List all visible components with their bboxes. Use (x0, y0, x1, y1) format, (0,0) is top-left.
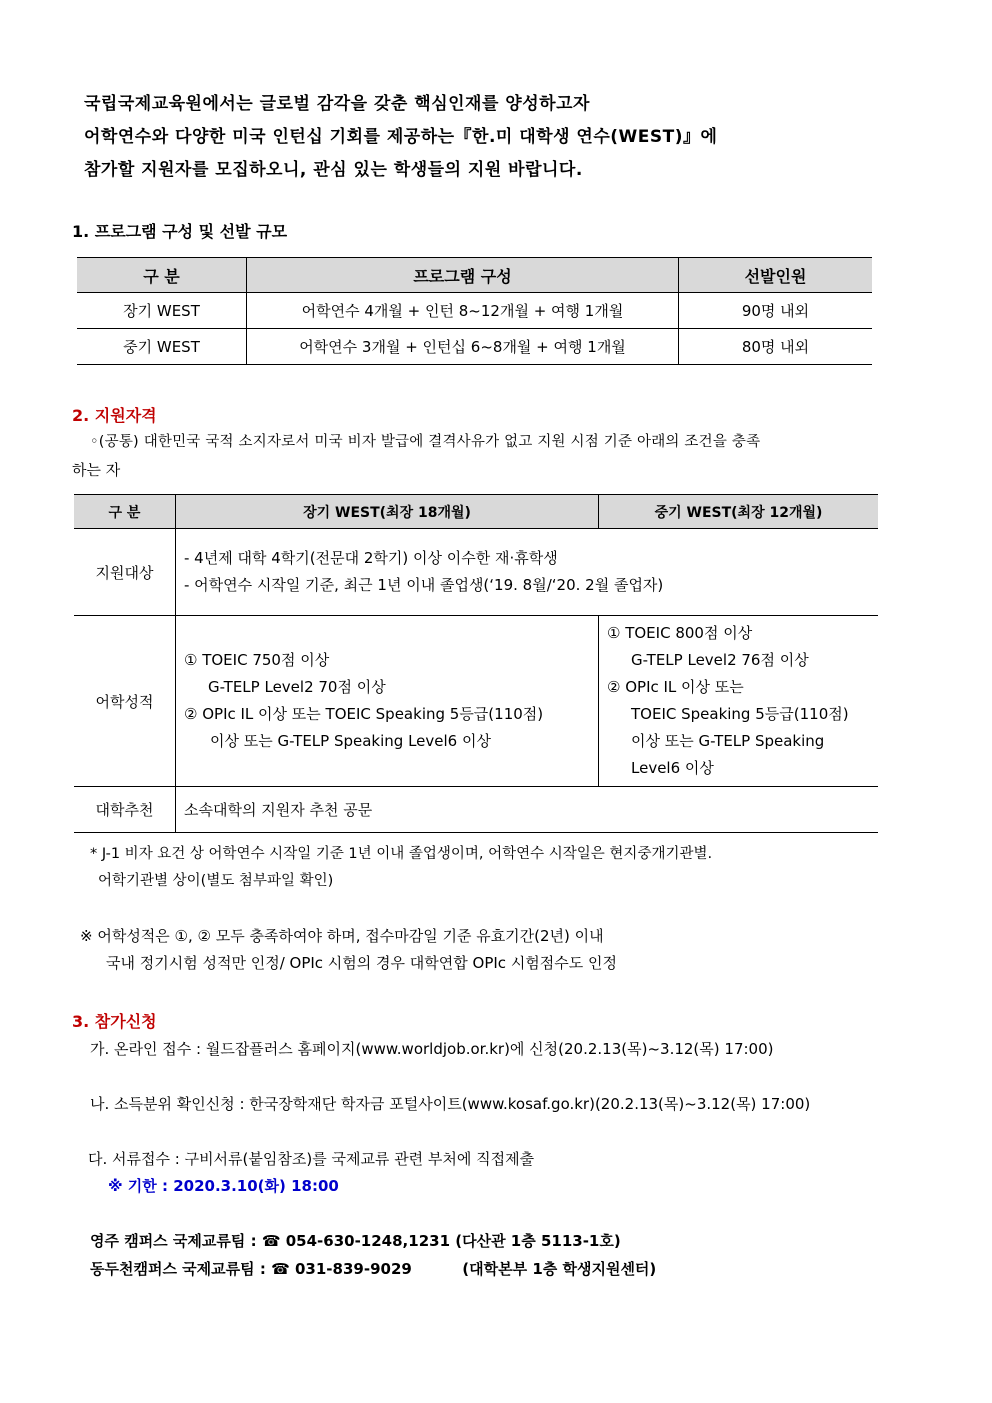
row-label: 대학추천 (74, 787, 176, 833)
table-cell: 어학연수 4개월 + 인턴 8~12개월 + 여행 1개월 (247, 293, 679, 329)
table-cell: 중기 WEST (77, 329, 247, 365)
table-row (77, 293, 872, 329)
contact-phone: 054-630-1248,1231 (285, 1232, 451, 1250)
table-row (74, 529, 878, 616)
table-cell: 80명 내외 (679, 329, 873, 365)
section2-title: 2. 지원자격 (72, 406, 157, 425)
note-score: ※ 어학성적은 ①, ② 모두 충족하여야 하며, 접수마감일 기준 유효기간(2년) 이내 (80, 927, 604, 945)
phone-icon: ☎ (271, 1260, 290, 1278)
lang-req: ② OPIc IL 이상 또는 TOEIC Speaking 5등급(110점) (184, 705, 544, 723)
apply-item-online: 가. 온라인 접수 : 월드잡플러스 홈페이지(www.worldjob.or.kr)에 신청(20.2.13(목)~3.12(목) 17:00) (90, 1040, 774, 1058)
contact-dongducheon (90, 1256, 656, 1283)
row-label: 지원대상 (74, 529, 176, 616)
lang-req: 이상 또는 G-TELP Speaking (631, 732, 825, 750)
section1-title: 1. 프로그램 구성 및 선발 규모 (72, 222, 288, 241)
row-label: 어학성적 (74, 616, 176, 787)
table-cell: 장기 WEST (77, 293, 247, 329)
lang-req: ① TOEIC 800점 이상 (607, 624, 753, 642)
note-visa: * J-1 비자 요건 상 어학연수 시작일 기준 1년 이내 졸업생이며, 어학연수 시작일은 현지중개기관별. (90, 846, 713, 862)
target-line: - 어학연수 시작일 기준, 최근 1년 이내 졸업생(‘19. 8월/‘20. 2월 졸업자) (184, 576, 664, 594)
eligibility-table (74, 494, 878, 833)
table-header: 프로그램 구성 (247, 258, 679, 293)
eligibility-desc: ◦(공통) 대한민국 국적 소지자로서 미국 비자 발급에 결격사유가 없고 지원 시점 기준 아래의 조건을 충족 (90, 434, 761, 450)
lang-req: Level6 이상 (631, 759, 714, 777)
note-score-cont: 국내 정기시험 성적만 인정/ OPIc 시험의 경우 대학연합 OPIc 시험점수도 인정 (106, 954, 618, 972)
lang-req: G-TELP Level2 76점 이상 (631, 651, 809, 669)
table-cell: 소속대학의 지원자 추천 공문 (176, 787, 879, 833)
contact-location: (대학본부 1층 학생지원센터) (462, 1260, 657, 1278)
table-header: 구 분 (74, 495, 176, 529)
table-header: 선발인원 (679, 258, 873, 293)
table-header: 장기 WEST(최장 18개월) (176, 495, 599, 529)
contact-label: 영주 캠퍼스 국제교류팀 : (90, 1232, 257, 1250)
lang-req: ① TOEIC 750점 이상 (184, 651, 330, 669)
table-row (77, 329, 872, 365)
contact-phone: 031-839-9029 (295, 1260, 412, 1278)
deadline: ※ 기한 : 2020.3.10(화) 18:00 (108, 1177, 339, 1195)
contact-label: 동두천캠퍼스 국제교류팀 : (90, 1260, 266, 1278)
table-row (74, 787, 878, 833)
phone-icon: ☎ (261, 1232, 281, 1250)
table-header: 중기 WEST(최장 12개월) (599, 495, 879, 529)
intro-line: 참가할 지원자를 모집하오니, 관심 있는 학생들의 지원 바랍니다. (84, 160, 583, 180)
contact-location: (다산관 1층 5113-1호) (455, 1232, 621, 1250)
lang-req: G-TELP Level2 70점 이상 (208, 678, 386, 696)
table-cell: 90명 내외 (679, 293, 873, 329)
note-visa-cont: 어학기관별 상이(별도 첨부파일 확인) (98, 873, 334, 889)
intro-line: 어학연수와 다양한 미국 인턴십 기회를 제공하는『한.미 대학생 연수(WEST)』에 (84, 127, 718, 147)
table-header: 구 분 (77, 258, 247, 293)
intro-line: 국립국제교육원에서는 글로벌 감각을 갖춘 핵심인재를 양성하고자 (84, 94, 590, 114)
intro-paragraph (84, 88, 717, 187)
lang-req: 이상 또는 G-TELP Speaking Level6 이상 (210, 732, 491, 750)
program-table (77, 257, 872, 365)
lang-req: TOEIC Speaking 5등급(110점) (631, 705, 849, 723)
table-cell: 어학연수 3개월 + 인턴십 6~8개월 + 여행 1개월 (247, 329, 679, 365)
target-line: - 4년제 대학 4학기(전문대 2학기) 이상 이수한 재·휴학생 (184, 549, 558, 567)
table-row (74, 616, 878, 787)
contact-yeongju (90, 1228, 621, 1255)
lang-req: ② OPIc IL 이상 또는 (607, 678, 744, 696)
eligibility-desc-cont: 하는 자 (72, 461, 121, 479)
apply-item-income: 나. 소득분위 확인신청 : 한국장학재단 학자금 포털사이트(www.kosaf.go.kr)(20.2.13(목)~3.12(목) 17:00) (90, 1095, 811, 1113)
apply-item-docs: 다. 서류접수 : 구비서류(붙임참조)를 국제교류 관련 부처에 직접제출 (88, 1150, 535, 1168)
section3-title: 3. 참가신청 (72, 1012, 157, 1031)
